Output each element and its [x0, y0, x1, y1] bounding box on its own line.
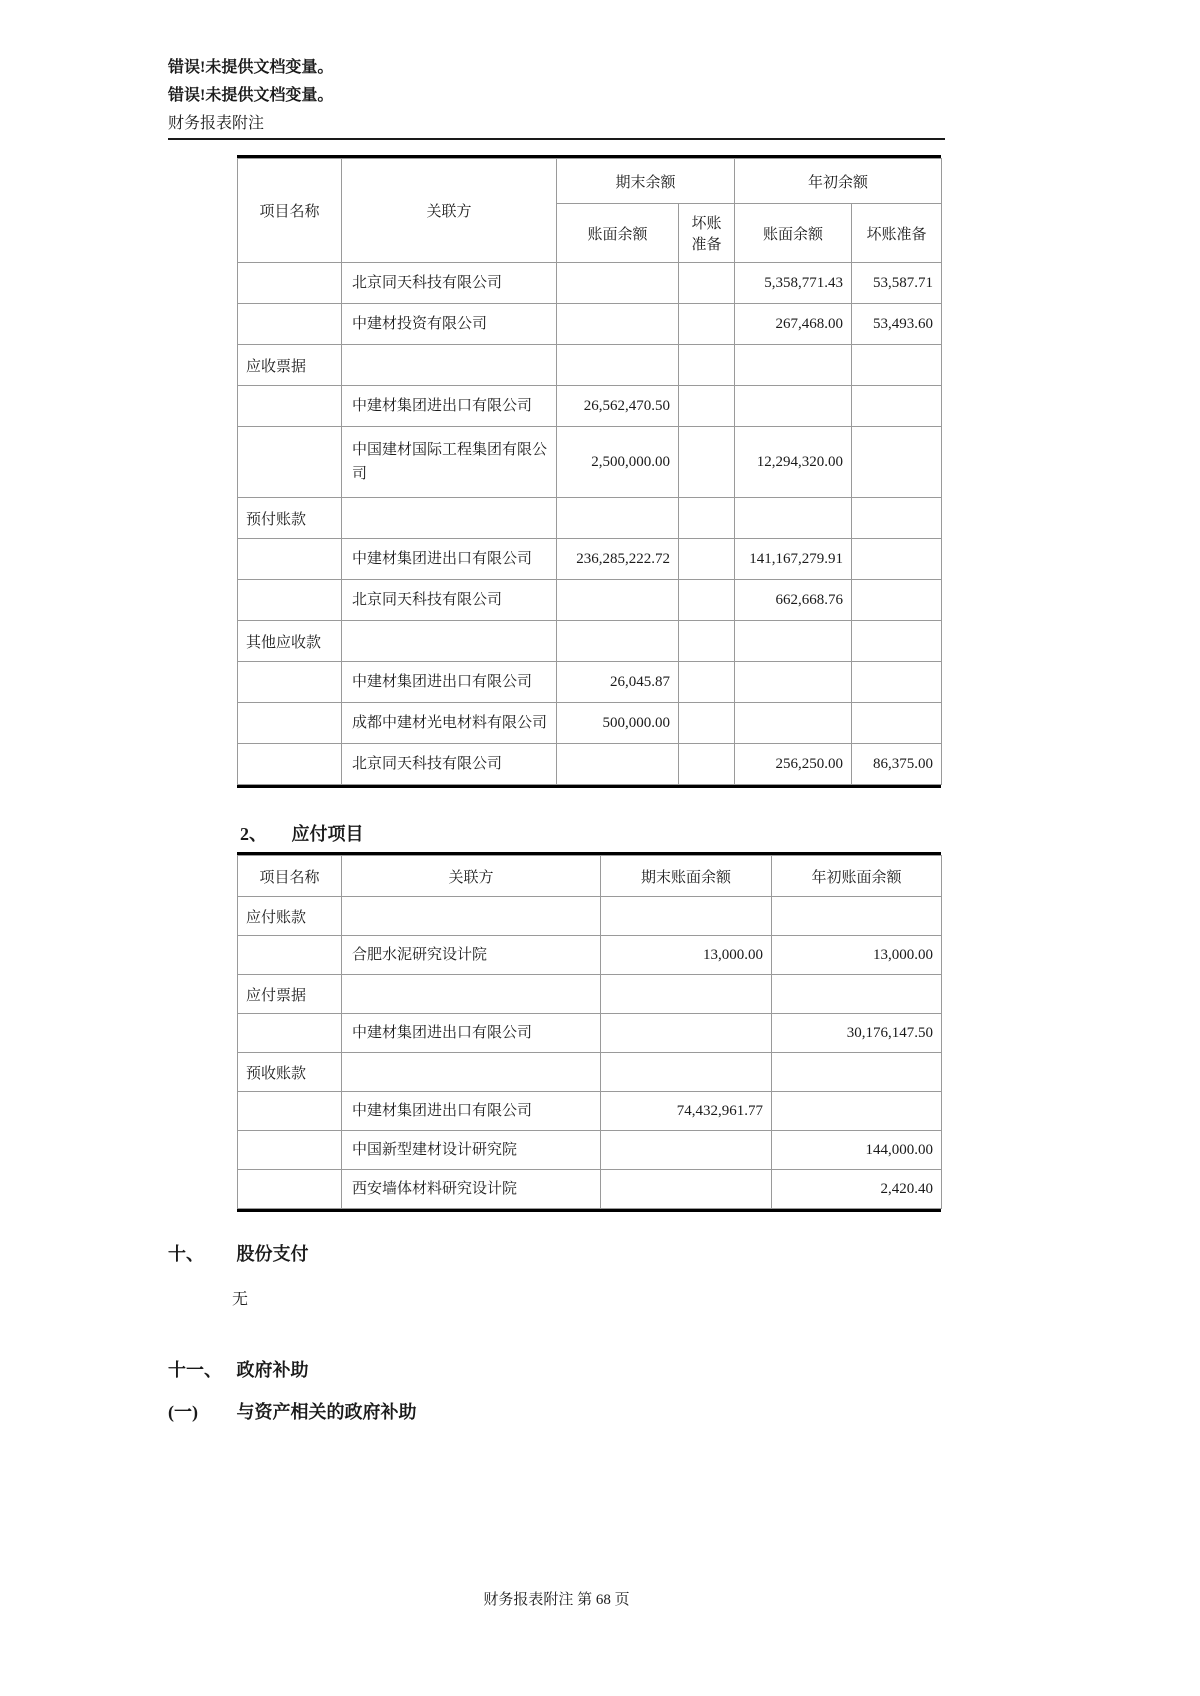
cell-party [342, 345, 557, 386]
cell-item [238, 1014, 342, 1053]
cell-party [342, 975, 601, 1014]
table-row [238, 621, 942, 662]
page-header [168, 54, 333, 138]
section-2-number: 2、 [240, 824, 267, 844]
cell-begin-bad [852, 703, 942, 744]
table-row [238, 263, 942, 304]
cell-party: 中国新型建材设计研究院 [342, 1131, 601, 1170]
header-error-line-1: 错误!未提供文档变量。 [168, 59, 334, 76]
cell-begin-balance: 13,000.00 [772, 936, 942, 975]
col-header-beginning-book-balance: 年初账面余额 [772, 856, 942, 897]
cell-item: 应收票据 [238, 345, 342, 386]
cell-party: 北京同天科技有限公司 [342, 580, 557, 621]
cell-begin-bad: 86,375.00 [852, 744, 942, 785]
cell-end-bad [679, 744, 735, 785]
col-header-related-party: 关联方 [342, 159, 557, 263]
col-header-related-party: 关联方 [342, 856, 601, 897]
cell-begin-balance: 144,000.00 [772, 1131, 942, 1170]
cell-item [238, 427, 342, 498]
cell-item [238, 744, 342, 785]
cell-end-book [557, 621, 679, 662]
cell-end-bad [679, 662, 735, 703]
section-10-number: 十、 [168, 1244, 204, 1264]
cell-begin-balance [772, 1092, 942, 1131]
cell-end-book: 26,562,470.50 [557, 386, 679, 427]
section-11-1-heading [168, 1398, 417, 1424]
cell-end-bad [679, 345, 735, 386]
section-10-heading [168, 1240, 309, 1266]
cell-begin-book [735, 662, 852, 703]
table-row [238, 539, 942, 580]
col-group-beginning-balance: 年初余额 [735, 159, 942, 204]
cell-begin-book [735, 386, 852, 427]
cell-party: 中建材集团进出口有限公司 [342, 662, 557, 703]
cell-end-balance [601, 1053, 772, 1092]
cell-end-balance: 13,000.00 [601, 936, 772, 975]
cell-item: 预付账款 [238, 498, 342, 539]
cell-end-book [557, 744, 679, 785]
cell-end-balance [601, 975, 772, 1014]
cell-begin-bad [852, 662, 942, 703]
cell-end-book: 236,285,222.72 [557, 539, 679, 580]
col-header-book-balance-end: 账面余额 [557, 204, 679, 263]
cell-end-bad [679, 580, 735, 621]
cell-begin-book [735, 498, 852, 539]
cell-party [342, 498, 557, 539]
cell-party: 中建材集团进出口有限公司 [342, 386, 557, 427]
cell-end-balance [601, 897, 772, 936]
col-group-ending-balance: 期末余额 [557, 159, 735, 204]
cell-end-book [557, 498, 679, 539]
cell-begin-bad [852, 621, 942, 662]
cell-end-book [557, 263, 679, 304]
section-11-1-number: (一) [168, 1402, 198, 1422]
cell-end-book: 2,500,000.00 [557, 427, 679, 498]
cell-item [238, 662, 342, 703]
cell-end-balance [601, 1170, 772, 1209]
cell-item [238, 304, 342, 345]
cell-item [238, 936, 342, 975]
cell-end-bad [679, 304, 735, 345]
cell-end-bad [679, 498, 735, 539]
cell-begin-bad: 53,493.60 [852, 304, 942, 345]
cell-party: 北京同天科技有限公司 [342, 744, 557, 785]
table-row [238, 975, 942, 1014]
col-header-item-name: 项目名称 [238, 159, 342, 263]
cell-end-book [557, 304, 679, 345]
cell-end-book [557, 345, 679, 386]
cell-end-bad [679, 621, 735, 662]
cell-item [238, 580, 342, 621]
col-header-bad-debt-end: 坏账准备 [679, 204, 735, 263]
cell-end-balance [601, 1131, 772, 1170]
section-11-1-title: 与资产相关的政府补助 [236, 1402, 417, 1422]
cell-begin-balance [772, 897, 942, 936]
table1-header-row-1 [238, 159, 942, 204]
cell-item: 应付账款 [238, 897, 342, 936]
section-10-body: 无 [232, 1291, 249, 1308]
cell-party: 合肥水泥研究设计院 [342, 936, 601, 975]
cell-begin-book: 141,167,279.91 [735, 539, 852, 580]
section-11-title: 政府补助 [236, 1360, 309, 1380]
cell-begin-bad [852, 345, 942, 386]
related-party-receivables-table [237, 158, 942, 785]
cell-item [238, 1092, 342, 1131]
cell-item [238, 1131, 342, 1170]
cell-party [342, 897, 601, 936]
cell-item: 其他应收款 [238, 621, 342, 662]
table2-header-row [238, 856, 942, 897]
col-header-book-balance-begin: 账面余额 [735, 204, 852, 263]
page-footer: 财务报表附注 第 68 页 [483, 1592, 630, 1608]
section-10-title: 股份支付 [236, 1244, 309, 1264]
cell-end-bad [679, 386, 735, 427]
cell-end-bad [679, 703, 735, 744]
cell-item [238, 263, 342, 304]
cell-end-book: 500,000.00 [557, 703, 679, 744]
table-row [238, 345, 942, 386]
header-divider [168, 138, 945, 140]
cell-party: 北京同天科技有限公司 [342, 263, 557, 304]
cell-party [342, 1053, 601, 1092]
cell-begin-balance: 2,420.40 [772, 1170, 942, 1209]
cell-end-book [557, 580, 679, 621]
table-row [238, 1053, 942, 1092]
table-row [238, 386, 942, 427]
cell-begin-bad [852, 427, 942, 498]
cell-party: 中建材集团进出口有限公司 [342, 1014, 601, 1053]
cell-party: 成都中建材光电材料有限公司 [342, 703, 557, 744]
section-2-title: 应付项目 [291, 824, 364, 844]
table-row [238, 662, 942, 703]
table-row [238, 1014, 942, 1053]
cell-begin-bad [852, 498, 942, 539]
cell-item [238, 1170, 342, 1209]
cell-begin-book [735, 703, 852, 744]
cell-begin-bad: 53,587.71 [852, 263, 942, 304]
cell-begin-book: 267,468.00 [735, 304, 852, 345]
cell-end-balance: 74,432,961.77 [601, 1092, 772, 1131]
cell-begin-bad [852, 386, 942, 427]
cell-begin-balance [772, 1053, 942, 1092]
header-error-line-2: 错误!未提供文档变量。 [168, 87, 334, 104]
table-row [238, 427, 942, 498]
payables-table-wrap [237, 852, 941, 1212]
col-header-ending-book-balance: 期末账面余额 [601, 856, 772, 897]
cell-begin-bad [852, 539, 942, 580]
table-row [238, 498, 942, 539]
related-party-payables-table [237, 855, 942, 1209]
cell-end-balance [601, 1014, 772, 1053]
cell-end-book: 26,045.87 [557, 662, 679, 703]
cell-item [238, 386, 342, 427]
table-row [238, 703, 942, 744]
table-row [238, 304, 942, 345]
table-row [238, 1131, 942, 1170]
cell-party: 中建材投资有限公司 [342, 304, 557, 345]
cell-end-bad [679, 539, 735, 580]
cell-begin-book: 12,294,320.00 [735, 427, 852, 498]
cell-begin-bad [852, 580, 942, 621]
cell-item: 预收账款 [238, 1053, 342, 1092]
table-row [238, 897, 942, 936]
section-2-heading [240, 820, 364, 846]
cell-end-bad [679, 427, 735, 498]
col-header-item-name: 项目名称 [238, 856, 342, 897]
table-row [238, 580, 942, 621]
cell-item: 应付票据 [238, 975, 342, 1014]
cell-begin-book [735, 621, 852, 662]
cell-item [238, 539, 342, 580]
cell-begin-balance: 30,176,147.50 [772, 1014, 942, 1053]
cell-begin-book [735, 345, 852, 386]
cell-end-bad [679, 263, 735, 304]
cell-party [342, 621, 557, 662]
cell-begin-book: 5,358,771.43 [735, 263, 852, 304]
section-11-heading [168, 1356, 309, 1382]
cell-party: 中国建材国际工程集团有限公司 [342, 427, 557, 498]
cell-party: 中建材集团进出口有限公司 [342, 539, 557, 580]
cell-party: 中建材集团进出口有限公司 [342, 1092, 601, 1131]
table-row [238, 936, 942, 975]
table-row [238, 1170, 942, 1209]
table-row [238, 744, 942, 785]
receivables-table-wrap [237, 155, 941, 788]
cell-begin-book: 256,250.00 [735, 744, 852, 785]
cell-begin-book: 662,668.76 [735, 580, 852, 621]
col-header-bad-debt-begin: 坏账准备 [852, 204, 942, 263]
cell-party: 西安墙体材料研究设计院 [342, 1170, 601, 1209]
header-doc-title: 财务报表附注 [168, 115, 265, 132]
table-row [238, 1092, 942, 1131]
cell-begin-balance [772, 975, 942, 1014]
section-11-number: 十一、 [168, 1360, 222, 1380]
cell-item [238, 703, 342, 744]
